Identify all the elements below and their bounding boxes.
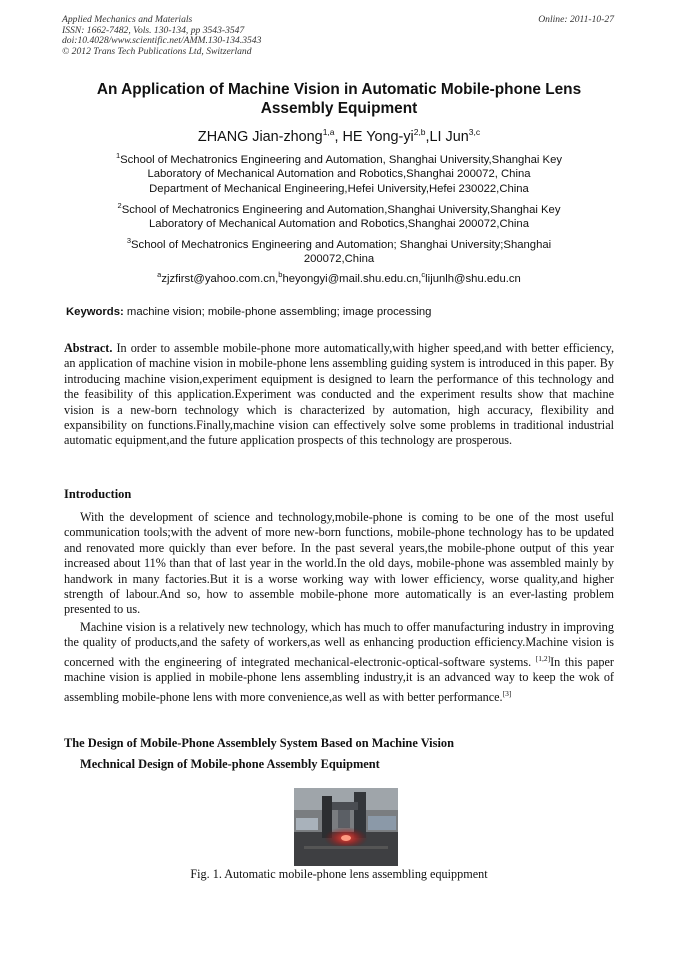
abstract-text: In order to assemble mobile-phone more automatically,with higher speed,and with better efficiency, an application of machine vision in mobile-phone lens assembling guiding system is introduced in this paper. By introducing machine vision,experiment equipment is designed to learn the performance of this technology and the feasibility of this application.Experiment was conducted and the experiment results show that machine vision is a new-born technology which is characterized by automation, high accuracy, flexibility and expansibility on functions.Finally,machine vision can effectively solve some problems in traditional industrial automatic equipment,and the future application prospects of this technology are prosperous.: [64, 341, 614, 448]
author-affiliation-mark: 1,a: [322, 127, 335, 137]
email-address[interactable]: heyongyi@mail.shu.edu.cn,: [282, 272, 422, 285]
equipment-photo: [294, 788, 398, 866]
introduction-paragraph-1: With the development of science and technology,mobile-phone is coming to be one of the most useful communication tools;with the advent of more new-born functions, mobile-phone technology has to be updated and renovated more quickly than ever before. In the past several years,the mobile-phone output of this year increased about 11% than that of last year in the world.In the old days, mobile-phone was assembled mainly by handwork in many factories.But it is a worse working way with lower efficiency, worse quality,and higher strength of labour.And so, how to assemble mobile-phone more automatically is an ever-lasting problem presented to us.: [64, 510, 614, 617]
affiliation-line: School of Mechatronics Engineering and Automation; Shanghai University;Shanghai: [131, 238, 552, 251]
affiliation-2: [80, 199, 598, 232]
affiliation-line: 200072,China: [303, 253, 375, 266]
affiliation-3: [80, 234, 598, 267]
email-mark: b: [278, 270, 283, 279]
email-mark: c: [421, 270, 426, 279]
paragraph-text: Machine vision is a relatively new technology, which has much to offer manufacturing industry in improving the quality of products,and the safety of workers,as well as enhancing production efficiency.Machine vision is concerned with the engineering of integrated mechanical-electronic-optical-software systems.: [64, 620, 614, 669]
email-address[interactable]: lijunlh@shu.edu.cn: [425, 272, 521, 285]
affiliation-mark: 3: [126, 236, 132, 245]
keywords-label: Keywords:: [66, 306, 124, 318]
author-affiliation-mark: 2,b: [413, 127, 426, 137]
online-date: Online: 2011-10-27: [538, 14, 614, 25]
affiliation-1: [80, 149, 598, 197]
keywords-text: machine vision; mobile-phone assembling; image processing: [123, 306, 432, 318]
running-header: [62, 15, 261, 57]
keywords: [66, 305, 618, 319]
figure-caption: Fig. 1. Automatic mobile-phone lens assembling equippment: [190, 867, 488, 881]
citation-ref[interactable]: [1,2]: [535, 653, 551, 663]
author-list: [60, 124, 618, 146]
author-name: HE Yong-yi: [342, 128, 414, 145]
citation-ref[interactable]: [3]: [502, 688, 512, 698]
affiliation-line: Department of Mechanical Engineering,Hefei University,Hefei 230022,China: [149, 182, 529, 195]
introduction-paragraph-2: [64, 620, 614, 705]
abstract: [64, 341, 614, 449]
author-affiliation-mark: 3,c: [468, 127, 481, 137]
author-emails: [60, 268, 618, 286]
copyright-line: © 2012 Trans Tech Publications Ltd, Switzerland: [62, 45, 252, 57]
author-name: ZHANG Jian-zhong: [197, 128, 323, 145]
abstract-label: Abstract.: [64, 341, 113, 355]
email-address[interactable]: zjzfirst@yahoo.com.cn,: [161, 272, 279, 285]
affiliation-line: Laboratory of Mechanical Automation and Robotics,Shanghai 200072,China: [149, 218, 529, 231]
email-mark: a: [157, 270, 162, 279]
paragraph-text: In this paper machine vision is applied in mobile-phone lens assembling industry,it is an advanced way to keep the wok of assembling mobile-phone lens with more convenience,as well as with better performance.: [64, 654, 614, 704]
author-name: LI Jun: [429, 128, 469, 145]
affiliation-line: School of Mechatronics Engineering and Automation,Shanghai University,Shanghai Key: [121, 203, 561, 216]
affiliation-mark: 2: [117, 201, 122, 210]
author-separator: ,: [334, 128, 343, 145]
introduction-heading: Introduction: [64, 487, 132, 501]
section-heading: The Design of Mobile-Phone Assemblely System Based on Machine Vision: [64, 736, 454, 750]
affiliation-mark: 1: [115, 151, 121, 160]
affiliation-line: Laboratory of Mechanical Automation and Robotics,Shanghai 200072, China: [147, 168, 531, 181]
issn-line: ISSN: 1662-7482, Vols. 130-134, pp 3543-3547: [62, 24, 245, 36]
journal-name: Applied Mechanics and Materials: [62, 14, 193, 25]
doi-line: doi:10.4028/www.scientific.net/AMM.130-134.3543: [62, 35, 262, 47]
paper-title: An Application of Machine Vision in Automatic Mobile-phone Lens Assembly Equipment: [96, 81, 582, 117]
subsection-heading: Mechnical Design of Mobile-phone Assembly Equipment: [80, 757, 380, 771]
affiliation-line: School of Mechatronics Engineering and Automation, Shanghai University,Shanghai Key: [120, 153, 563, 166]
author-separator: ,: [425, 128, 430, 145]
